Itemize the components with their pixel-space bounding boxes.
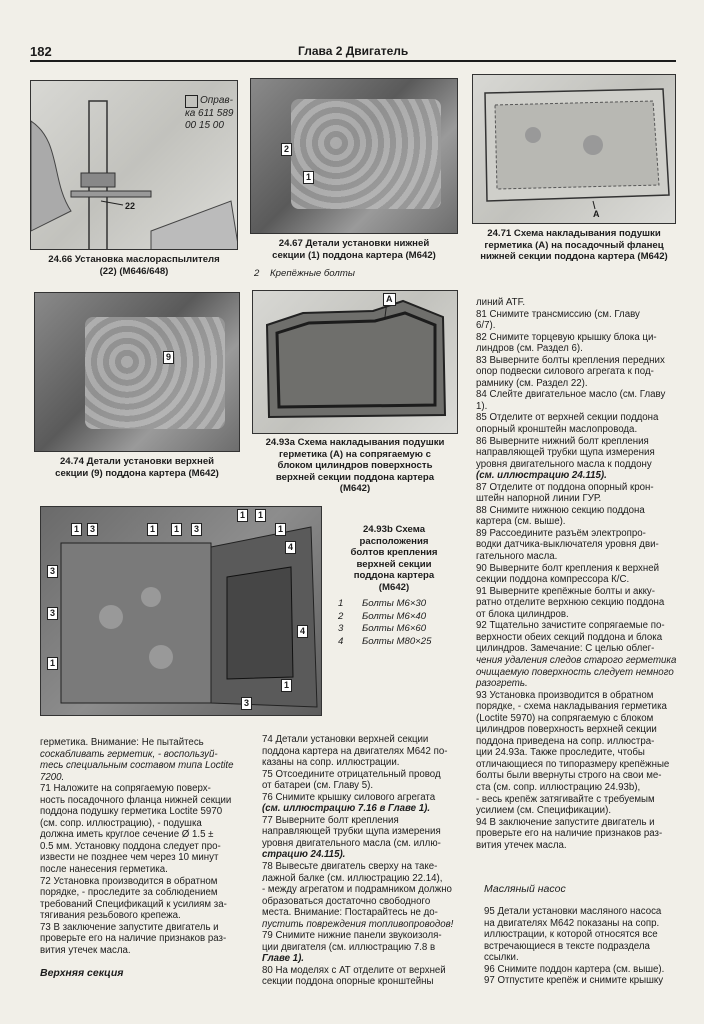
column-2-text: 74 Детали установки верхней секции поддона картера на двигателях M642 по- казаны на сопр. иллюстрации. 75 Отсоедините отрицательный провод от батареи (см. Главу 5). 76 Снимите крышку силового агрегата (см. иллюстрацию 7.16 в Главе 1). 77 Выверните болт крепления направляющей трубки щупа измерения уровня двигательного масла (см. иллю- страцию 24.115). 78 Вывесьте двигатель сверху на таке- лажной балке (см. иллюстрацию 22.14), - между агрегатом и подрамником должно образоваться достаточно свободного места. Внимание: Постарайтесь не до- пустить повреждения топливопроводов! 79 Снимите нижние панели звукоизоля- ции двигателя (см. иллюстрацию 7.8 в Главе 1). 80 На моделях с AT отделите от верхней секции поддона опорные кронштейны bbox=[262, 734, 454, 988]
callout-22: 22 bbox=[125, 201, 136, 211]
callout-1: 1 bbox=[303, 171, 314, 184]
section-heading: Верхняя секция bbox=[40, 966, 124, 979]
bolt-callout-1: 1 bbox=[47, 657, 58, 670]
callout-9: 9 bbox=[163, 351, 174, 364]
legend-row: 1 Болты M6×30 bbox=[338, 598, 427, 609]
figure-24-66-caption: 24.66 Установка маслораспылителя (22) (M646/648) bbox=[48, 254, 220, 277]
legend-row: 2 Болты M6×40 bbox=[338, 610, 427, 622]
oil-pan-upper bbox=[85, 317, 225, 429]
figure-24-93b-image bbox=[40, 506, 322, 716]
bolt-callout-3: 3 bbox=[47, 607, 58, 620]
tool-icon bbox=[185, 95, 198, 108]
chapter-title: Глава 2 Двигатель bbox=[298, 44, 409, 58]
column-3-text-bottom: 95 Детали установки масляного насоса на двигателях M642 показаны на сопр. иллюстрации, к которой относятся все встречающиеся в тексте подраздела ссылки. 96 Снимите поддон картера (см. выше). 97 Отпустите крепёж и снимите крышку bbox=[484, 906, 665, 987]
bolt-callout-3: 3 bbox=[191, 523, 202, 536]
bolt-layout-photo bbox=[41, 507, 322, 716]
figure-24-67-caption: 24.67 Детали установки нижней секции (1) поддона картера (M642) bbox=[272, 238, 436, 261]
figure-24-93a-caption: 24.93a Схема накладывания подушки герметика (A) на сопрягаемую с блоком цилиндров поверхность верхней секции поддона картера (M642) bbox=[265, 437, 445, 494]
bolt-callout-4: 4 bbox=[297, 625, 308, 638]
figure-24-71-image bbox=[472, 74, 676, 224]
bolt-callout-3: 3 bbox=[47, 565, 58, 578]
tool-reference: Оправ- ка 611 589 00 15 00 bbox=[185, 95, 234, 131]
bolt-callout-4: 4 bbox=[285, 541, 296, 554]
header-divider bbox=[30, 60, 676, 62]
legend-row: 3 Болты M6×60 bbox=[338, 623, 427, 634]
bolt-callout-3: 3 bbox=[87, 523, 98, 536]
bolt-callout-1: 1 bbox=[171, 523, 182, 536]
oil-pan-lower bbox=[291, 99, 441, 209]
column-3-text: линий ATF. 81 Снимите трансмиссию (см. Главу 6/7). 82 Снимите торцевую крышку блока ци- линдров (см. Раздел 6). 83 Выверните болты крепления передних опор подвески силового агрегата к под- рамнику (см. Раздел 22). 84 Слейте двигательное масло (см. Главу 1). 85 Отделите от верхней секции поддона опорный кронштейн маслопровода. 86 Выверните нижний болт крепления направляющей трубки щупа измерения уровня двигательного масла к поддону (см. иллюстрацию 24.115). 87 Отделите от поддона опорный крон- штейн напорной линии ГУР. 88 Снимите нижнюю секцию поддона картера (см. выше). 89 Рассоедините разъём электропро- водки датчика-выключателя уровня дви- гательного масла. 90 Выверните болт крепления к верхней секции поддона компрессора К/С. 91 Выверните крепёжные болты и акку- ратно отделите верхнюю секцию поддона от блока цилиндров. 92 Тщательно зачистите сопрягаемые по- верхности обеих секций поддона и блока цилиндров. Замечание: С целью облег- чения удаления следов старого герметика очищаемую поверхность следует немного разогреть. 93 Установка производится в обратном порядке, - схема накладывания герметика (Loctite 5970) на сопрягаемую с блоком цилиндров поверхность верхней секции поддона приведена на сопр. иллюстра- ции 24.93a. Также проследите, чтобы отличающиеся по типоразмеру крепёжные болты были ввернуты строго на свои ме- ста (см. сопр. иллюстрацию 24.93b), - весь крепёж затягивайте с требуемым усилием (см. Спецификации). 94 В заключение запустите двигатель и проверьте его на наличие признаков раз- вития утечек масла. bbox=[476, 297, 677, 851]
bolt-callout-1: 1 bbox=[281, 679, 292, 692]
sealant-bead-diagram bbox=[253, 291, 458, 434]
oil-pan-flange-diagram bbox=[473, 75, 676, 224]
legend-row: 4 Болты M80×25 bbox=[338, 635, 432, 647]
bolt-callout-1: 1 bbox=[237, 509, 248, 522]
column-1-text: герметика. Внимание: Не пытайтесь соскабливать герметик, - воспользуй- тесь специальным составом типа Loctite 7200. 71 Наложите на сопрягаемую поверх- ность посадочного фланца нижней секции поддона подушку герметика Loctite 5970 (см. сопр. иллюстрацию), - подушка должна иметь круглое сечение Ø 1.5 ± 0.5 мм. Установку поддона следует про- извести не позднее чем через 10 минут после нанесения герметика. 72 Установка производится в обратном порядке, - проследите за соблюдением требований Спецификаций к усилиям за- тягивания резьбового крепежа. 73 В заключение запустите двигатель и проверьте его на наличие признаков раз- вития утечек масла. Верхняя секция bbox=[40, 737, 234, 979]
figure-24-67-image bbox=[250, 78, 458, 234]
figure-24-93a-image bbox=[252, 290, 458, 434]
figure-24-74-caption: 24.74 Детали установки верхней секции (9) поддона картера (M642) bbox=[55, 456, 219, 479]
figure-24-67-legend: 2 Крепёжные болты bbox=[254, 268, 355, 279]
page-number: 182 bbox=[30, 44, 52, 59]
callout-a: A bbox=[383, 293, 396, 306]
bolt-callout-1: 1 bbox=[275, 523, 286, 536]
figure-24-71-caption: 24.71 Схема накладывания подушки герметика (A) на посадочный фланец нижней секции поддона картера (M642) bbox=[480, 228, 668, 262]
bolt-callout-3: 3 bbox=[241, 697, 252, 710]
bolt-callout-1: 1 bbox=[147, 523, 158, 536]
figure-24-93b-legend bbox=[338, 598, 431, 648]
figure-24-66-image bbox=[30, 80, 238, 250]
bolt-callout-1: 1 bbox=[71, 523, 82, 536]
figure-24-74-image bbox=[34, 292, 240, 452]
callout-a: A bbox=[593, 209, 600, 219]
figure-24-93b-caption: 24.93b Схема расположения болтов крепления верхней секции поддона картера (M642) bbox=[350, 524, 438, 593]
bolt-callout-1: 1 bbox=[255, 509, 266, 522]
callout-2: 2 bbox=[281, 143, 292, 156]
section-heading: Масляный насос bbox=[484, 883, 566, 895]
